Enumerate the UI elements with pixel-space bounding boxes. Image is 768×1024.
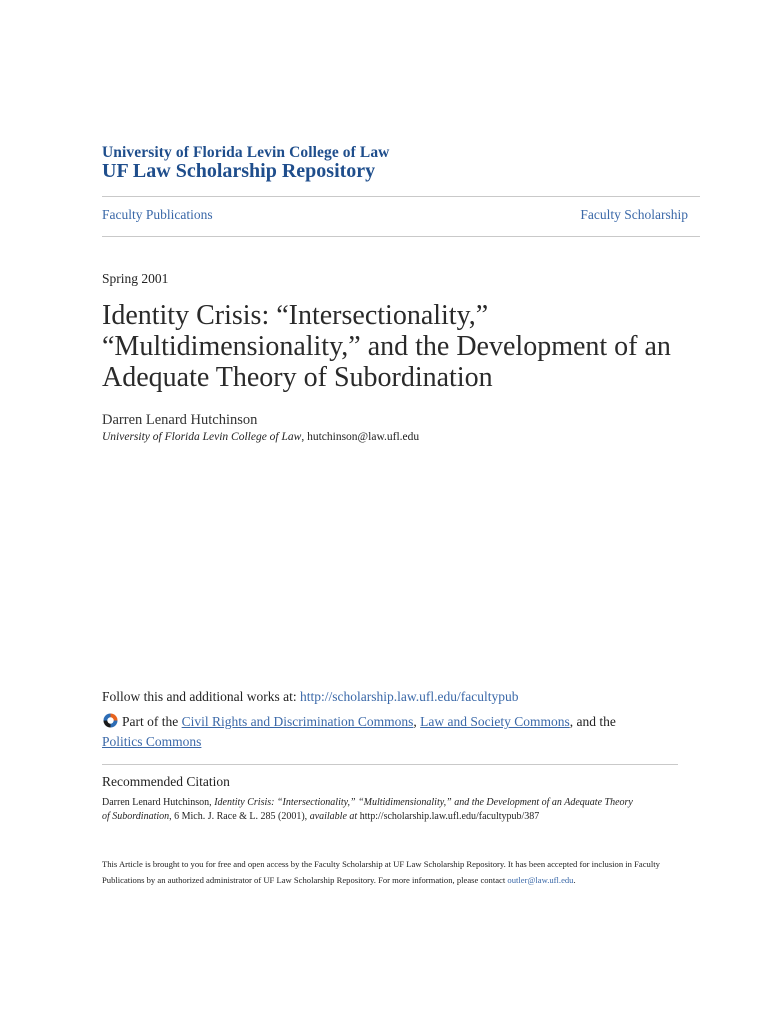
follow-label: Follow this and additional works at: bbox=[102, 689, 300, 704]
title-line-3: Adequate Theory of Subordination bbox=[102, 362, 493, 393]
politics-commons-link[interactable]: Politics Commons bbox=[102, 734, 202, 749]
article-title bbox=[102, 300, 700, 393]
recommended-citation-text bbox=[102, 796, 642, 824]
follow-line bbox=[102, 689, 518, 705]
breadcrumb-faculty-scholarship[interactable]: Faculty Scholarship bbox=[580, 207, 688, 222]
author-affiliation bbox=[102, 431, 419, 443]
part-of-separator-2: , and the bbox=[569, 714, 616, 729]
access-notice-end: . bbox=[573, 875, 576, 885]
contact-email-link[interactable]: outler@law.ufl.edu bbox=[507, 875, 574, 885]
bepress-commons-icon bbox=[102, 712, 119, 729]
divider-bottom bbox=[102, 236, 700, 237]
cover-page bbox=[102, 0, 700, 1024]
title-line-1: Identity Crisis: “Intersectionality,” bbox=[102, 300, 489, 331]
institution-name[interactable]: University of Florida Levin College of Law bbox=[102, 144, 390, 161]
title-line-2: “Multidimensionality,” and the Development of an bbox=[102, 331, 671, 362]
access-notice bbox=[102, 856, 662, 888]
citation-author: Darren Lenard Hutchinson, bbox=[102, 797, 215, 808]
author-name: Darren Lenard Hutchinson bbox=[102, 412, 258, 428]
affiliation-separator: , bbox=[301, 431, 308, 443]
repository-name[interactable]: UF Law Scholarship Repository bbox=[102, 160, 376, 182]
law-society-commons-link[interactable]: Law and Society Commons bbox=[420, 714, 570, 729]
recommended-citation-heading: Recommended Citation bbox=[102, 774, 230, 789]
citation-available: available at bbox=[309, 811, 358, 822]
citation-url: http://scholarship.law.ufl.edu/facultypub/387 bbox=[357, 811, 540, 822]
access-notice-text: This Article is brought to you for free and open access by the Faculty Scholarship at UF Law Scholarship Repository. It has been accepted for inclusion in Faculty Publications by an authorized administrator of UF Law Scholarship Repository. For more information, please contact bbox=[102, 859, 660, 885]
affiliation-name: University of Florida Levin College of Law bbox=[102, 431, 302, 443]
publication-date: Spring 2001 bbox=[102, 271, 169, 286]
facultypub-link[interactable]: http://scholarship.law.ufl.edu/facultypub bbox=[300, 689, 519, 704]
civil-rights-commons-link[interactable]: Civil Rights and Discrimination Commons bbox=[181, 714, 414, 729]
part-of-separator-1: , bbox=[413, 714, 421, 729]
part-of-line bbox=[102, 712, 700, 752]
part-of-prefix: Part of the bbox=[122, 714, 182, 729]
author-email: hutchinson@law.ufl.edu bbox=[307, 431, 420, 443]
divider-citation bbox=[102, 764, 678, 765]
divider-top bbox=[102, 196, 700, 197]
citation-source: , 6 Mich. J. Race & L. 285 (2001), bbox=[169, 811, 310, 822]
citation-title: Identity Crisis: “Intersectionality,” “Multidimensionality,” and the Development of an Adequate Theory of Subordination bbox=[102, 797, 633, 822]
breadcrumb-faculty-publications[interactable]: Faculty Publications bbox=[102, 207, 213, 222]
